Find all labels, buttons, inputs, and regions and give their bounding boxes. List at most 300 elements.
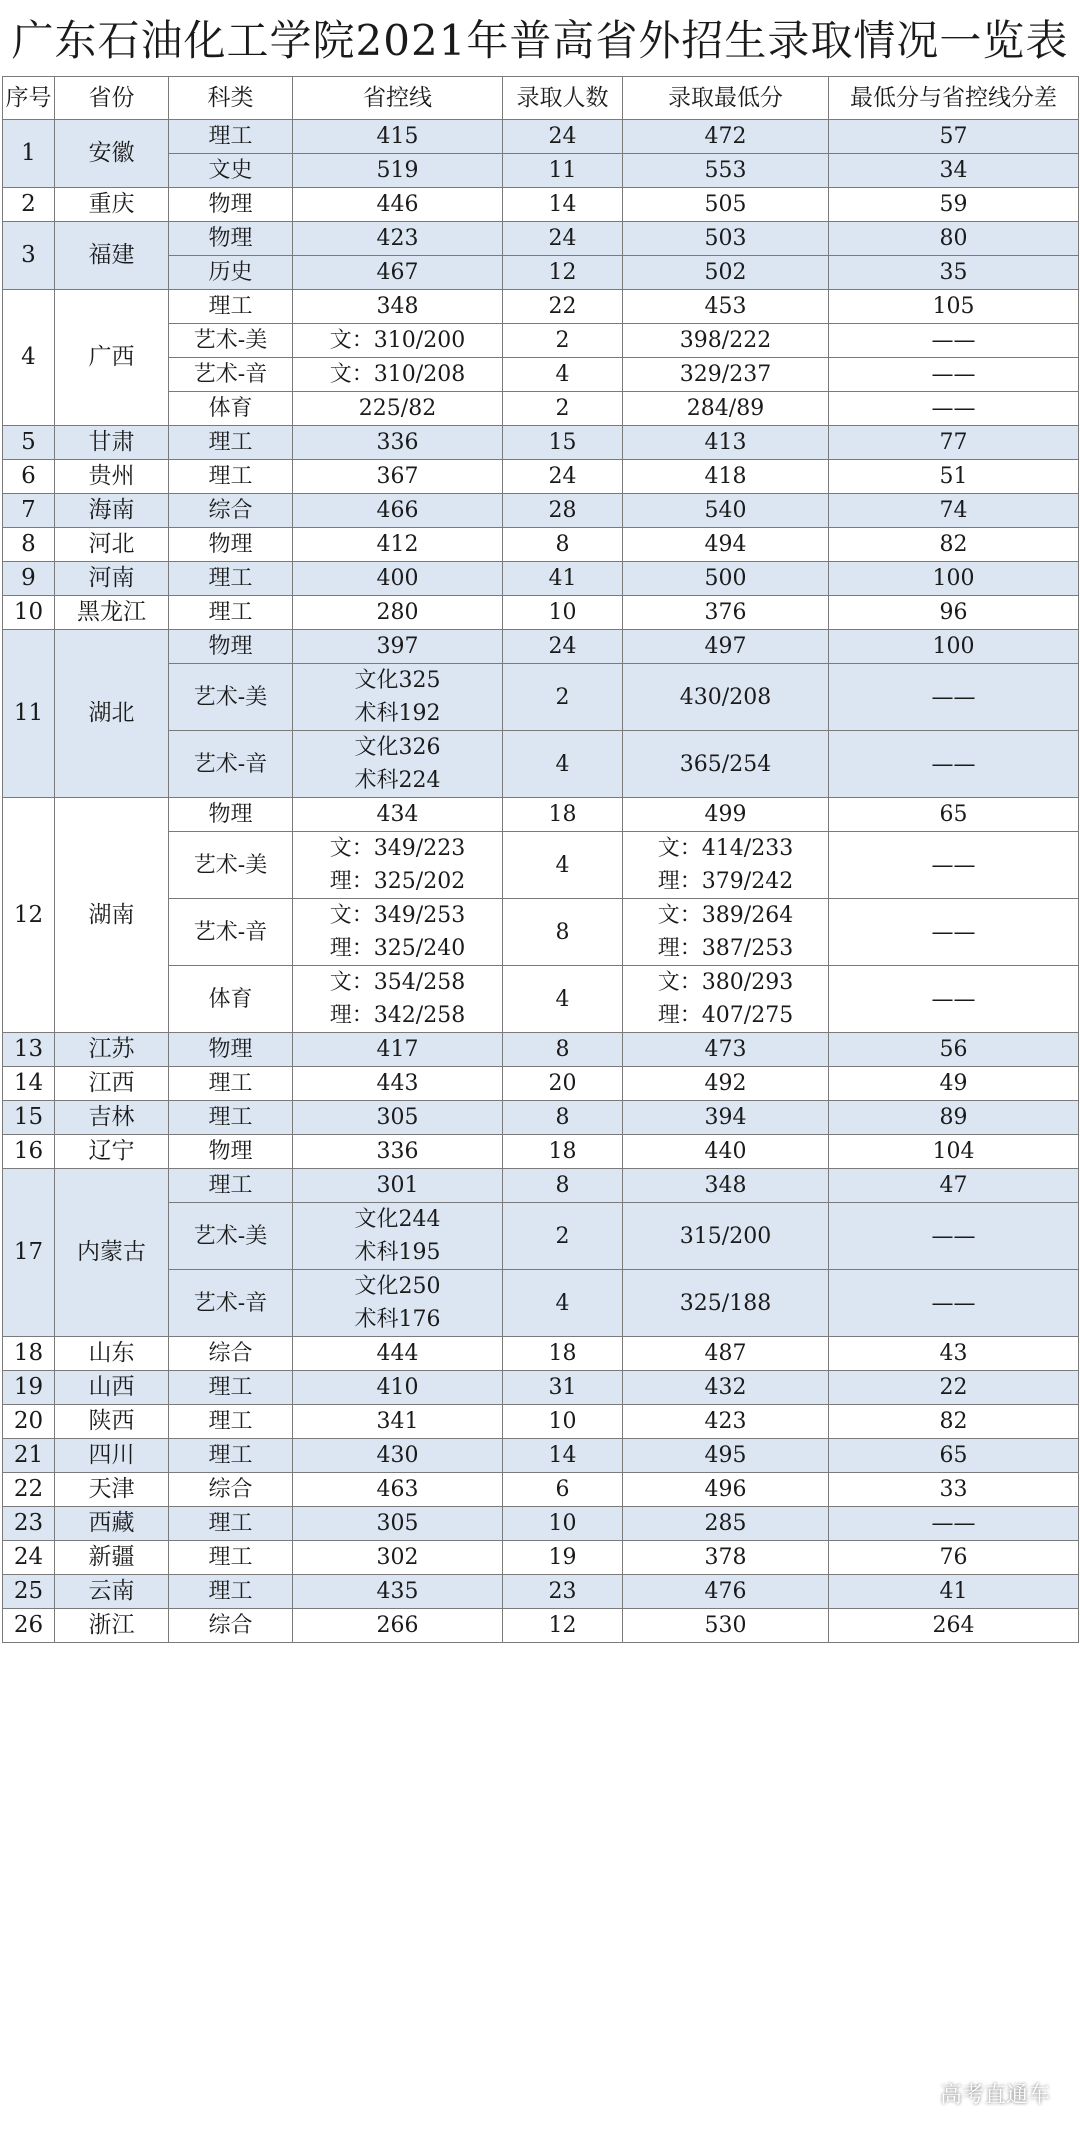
header-index: 序号 (3, 77, 55, 120)
cell-score-gap: 74 (829, 494, 1079, 528)
cell-province: 山西 (55, 1371, 169, 1405)
cell-line-text: 301 (376, 1173, 419, 1198)
cell-index: 23 (3, 1507, 55, 1541)
cell-category: 综合 (169, 1337, 293, 1371)
cell-control-line (293, 1270, 503, 1337)
cell-province: 西藏 (55, 1507, 169, 1541)
cell-index: 5 (3, 426, 55, 460)
cell-min-score (623, 562, 829, 596)
cell-province: 四川 (55, 1439, 169, 1473)
cell-index: 26 (3, 1609, 55, 1643)
cell-category: 艺术-音 (169, 1270, 293, 1337)
cell-control-line (293, 1473, 503, 1507)
cell-control-line (293, 664, 503, 731)
cell-category: 理工 (169, 1507, 293, 1541)
cell-line-text: 284/89 (686, 396, 765, 421)
cell-admitted-count: 2 (503, 664, 623, 731)
cell-province: 山东 (55, 1337, 169, 1371)
cell-control-line (293, 966, 503, 1033)
cell-score-gap: 49 (829, 1067, 1079, 1101)
cell-admitted-count: 4 (503, 832, 623, 899)
cell-score-gap: —— (829, 392, 1079, 426)
cell-index: 6 (3, 460, 55, 494)
table-row (3, 1541, 1079, 1575)
cell-control-line (293, 1033, 503, 1067)
cell-min-score (623, 1169, 829, 1203)
cell-min-score (623, 899, 829, 966)
cell-line-text: 473 (704, 1037, 747, 1062)
cell-min-score (623, 798, 829, 832)
cell-score-gap: 104 (829, 1135, 1079, 1169)
cell-line-text: 文化326 (354, 735, 441, 760)
table-row (3, 460, 1079, 494)
cell-line-text: 280 (376, 600, 419, 625)
cell-line-text: 487 (704, 1341, 747, 1366)
cell-index: 2 (3, 188, 55, 222)
cell-line-text: 术科176 (354, 1307, 441, 1332)
table-row (3, 1371, 1079, 1405)
cell-control-line (293, 1101, 503, 1135)
cell-min-score (623, 222, 829, 256)
cell-admitted-count: 8 (503, 1169, 623, 1203)
cell-control-line (293, 188, 503, 222)
cell-line-text: 文化244 (354, 1207, 441, 1232)
cell-index: 14 (3, 1067, 55, 1101)
cell-line-text: 329/237 (679, 362, 772, 387)
table-row (3, 1507, 1079, 1541)
cell-score-gap: —— (829, 1507, 1079, 1541)
cell-score-gap: 82 (829, 528, 1079, 562)
table-row (3, 596, 1079, 630)
cell-province: 天津 (55, 1473, 169, 1507)
header-category: 科类 (169, 77, 293, 120)
cell-control-line (293, 798, 503, 832)
cell-line-text: 文化250 (354, 1274, 441, 1299)
cell-line-text: 术科195 (354, 1240, 441, 1265)
cell-category: 理工 (169, 1439, 293, 1473)
cell-admitted-count: 10 (503, 1405, 623, 1439)
table-row (3, 798, 1079, 832)
cell-index: 17 (3, 1169, 55, 1337)
cell-min-score (623, 1033, 829, 1067)
cell-line-text: 398/222 (679, 328, 772, 353)
cell-category: 理工 (169, 562, 293, 596)
cell-index: 20 (3, 1405, 55, 1439)
cell-min-score (623, 324, 829, 358)
table-row (3, 188, 1079, 222)
cell-category: 理工 (169, 460, 293, 494)
cell-province: 江苏 (55, 1033, 169, 1067)
cell-line-text: 440 (704, 1139, 747, 1164)
cell-admitted-count: 6 (503, 1473, 623, 1507)
cell-category: 理工 (169, 1101, 293, 1135)
cell-index: 21 (3, 1439, 55, 1473)
table-row (3, 1067, 1079, 1101)
cell-province: 辽宁 (55, 1135, 169, 1169)
cell-line-text: 365/254 (679, 751, 772, 777)
cell-line-text: 453 (704, 294, 747, 319)
cell-admitted-count: 20 (503, 1067, 623, 1101)
cell-category: 艺术-音 (169, 899, 293, 966)
cell-line-text: 496 (704, 1477, 747, 1502)
cell-line-text: 463 (376, 1477, 419, 1502)
cell-admitted-count: 4 (503, 1270, 623, 1337)
cell-admitted-count: 24 (503, 120, 623, 154)
cell-line-text: 492 (704, 1071, 747, 1096)
cell-line-text: 305 (376, 1511, 419, 1536)
cell-min-score (623, 1609, 829, 1643)
table-row (3, 1169, 1079, 1203)
cell-min-score (623, 460, 829, 494)
cell-province: 湖南 (55, 798, 169, 1033)
cell-province: 安徽 (55, 120, 169, 188)
cell-control-line (293, 832, 503, 899)
cell-province: 广西 (55, 290, 169, 426)
cell-admitted-count: 18 (503, 1337, 623, 1371)
cell-category: 物理 (169, 188, 293, 222)
table-row (3, 1609, 1079, 1643)
cell-control-line (293, 392, 503, 426)
cell-line-text: 434 (376, 802, 419, 827)
cell-score-gap: 41 (829, 1575, 1079, 1609)
cell-province: 陕西 (55, 1405, 169, 1439)
cell-line-text: 文：389/264 (657, 903, 794, 928)
cell-control-line (293, 596, 503, 630)
cell-category: 物理 (169, 528, 293, 562)
cell-line-text: 400 (376, 566, 419, 591)
cell-min-score (623, 528, 829, 562)
cell-control-line (293, 1203, 503, 1270)
cell-line-text: 423 (704, 1409, 747, 1434)
cell-score-gap: 100 (829, 562, 1079, 596)
cell-score-gap: —— (829, 664, 1079, 731)
cell-province: 河南 (55, 562, 169, 596)
cell-category: 物理 (169, 798, 293, 832)
cell-line-text: 理：325/202 (329, 869, 466, 894)
cell-score-gap: 264 (829, 1609, 1079, 1643)
cell-score-gap: 76 (829, 1541, 1079, 1575)
cell-control-line (293, 1337, 503, 1371)
cell-min-score (623, 1371, 829, 1405)
cell-category: 物理 (169, 1135, 293, 1169)
cell-control-line (293, 731, 503, 798)
cell-admitted-count: 12 (503, 256, 623, 290)
cell-line-text: 530 (704, 1613, 747, 1638)
table-row (3, 1033, 1079, 1067)
cell-line-text: 444 (376, 1341, 419, 1366)
table-row (3, 1337, 1079, 1371)
cell-index: 15 (3, 1101, 55, 1135)
cell-index: 19 (3, 1371, 55, 1405)
cell-admitted-count: 41 (503, 562, 623, 596)
cell-control-line (293, 1541, 503, 1575)
cell-line-text: 415 (376, 124, 419, 149)
cell-control-line (293, 324, 503, 358)
cell-category: 物理 (169, 630, 293, 664)
cell-control-line (293, 1609, 503, 1643)
cell-province: 江西 (55, 1067, 169, 1101)
header-min-score: 录取最低分 (623, 77, 829, 120)
cell-category: 综合 (169, 1609, 293, 1643)
cell-category: 综合 (169, 494, 293, 528)
cell-line-text: 476 (704, 1579, 747, 1604)
cell-admitted-count: 15 (503, 426, 623, 460)
cell-line-text: 266 (376, 1613, 419, 1638)
cell-control-line (293, 1507, 503, 1541)
cell-province: 湖北 (55, 630, 169, 798)
cell-category: 综合 (169, 1473, 293, 1507)
cell-province: 浙江 (55, 1609, 169, 1643)
header-score-gap: 最低分与省控线分差 (829, 77, 1079, 120)
cell-line-text: 术科224 (354, 768, 441, 793)
cell-admitted-count: 24 (503, 460, 623, 494)
cell-score-gap: —— (829, 966, 1079, 1033)
cell-line-text: 446 (376, 192, 419, 217)
cell-province: 甘肃 (55, 426, 169, 460)
cell-control-line (293, 120, 503, 154)
cell-line-text: 397 (376, 634, 419, 659)
table-row (3, 528, 1079, 562)
cell-admitted-count: 11 (503, 154, 623, 188)
table-row (3, 1405, 1079, 1439)
cell-line-text: 理：342/258 (329, 1003, 466, 1028)
cell-line-text: 519 (376, 158, 419, 183)
cell-line-text: 理：325/240 (329, 936, 466, 961)
table-header-row (3, 77, 1079, 120)
cell-index: 11 (3, 630, 55, 798)
admission-table-container (0, 76, 1080, 1643)
cell-min-score (623, 832, 829, 899)
cell-line-text: 432 (704, 1375, 747, 1400)
cell-min-score (623, 1473, 829, 1507)
cell-category: 理工 (169, 290, 293, 324)
cell-admitted-count: 2 (503, 392, 623, 426)
cell-index: 8 (3, 528, 55, 562)
cell-line-text: 500 (704, 566, 747, 591)
cell-line-text: 术科192 (354, 701, 441, 726)
cell-control-line (293, 290, 503, 324)
cell-line-text: 472 (704, 124, 747, 149)
cell-control-line (293, 154, 503, 188)
cell-category: 体育 (169, 392, 293, 426)
cell-control-line (293, 1439, 503, 1473)
cell-line-text: 348 (376, 294, 419, 319)
cell-control-line (293, 562, 503, 596)
cell-category: 理工 (169, 596, 293, 630)
cell-score-gap: —— (829, 731, 1079, 798)
cell-admitted-count: 22 (503, 290, 623, 324)
cell-line-text: 467 (376, 260, 419, 285)
cell-score-gap: —— (829, 324, 1079, 358)
cell-min-score (623, 1541, 829, 1575)
cell-line-text: 540 (704, 498, 747, 523)
cell-min-score (623, 1439, 829, 1473)
cell-score-gap: 96 (829, 596, 1079, 630)
cell-score-gap: 22 (829, 1371, 1079, 1405)
cell-category: 理工 (169, 120, 293, 154)
cell-control-line (293, 1575, 503, 1609)
cell-admitted-count: 10 (503, 596, 623, 630)
cell-line-text: 225/82 (358, 396, 437, 421)
cell-admitted-count: 4 (503, 966, 623, 1033)
table-row (3, 1575, 1079, 1609)
cell-min-score (623, 290, 829, 324)
cell-line-text: 495 (704, 1443, 747, 1468)
table-row (3, 222, 1079, 256)
cell-category: 文史 (169, 154, 293, 188)
cell-line-text: 341 (376, 1409, 419, 1434)
cell-min-score (623, 1575, 829, 1609)
table-row (3, 494, 1079, 528)
cell-control-line (293, 528, 503, 562)
cell-line-text: 文：354/258 (329, 970, 466, 995)
cell-control-line (293, 630, 503, 664)
cell-category: 理工 (169, 1169, 293, 1203)
cell-line-text: 502 (704, 260, 747, 285)
cell-line-text: 315/200 (679, 1223, 772, 1249)
cell-min-score (623, 664, 829, 731)
table-row (3, 1101, 1079, 1135)
cell-min-score (623, 120, 829, 154)
cell-province: 新疆 (55, 1541, 169, 1575)
cell-line-text: 378 (704, 1545, 747, 1570)
cell-index: 9 (3, 562, 55, 596)
cell-line-text: 499 (704, 802, 747, 827)
header-control-line: 省控线 (293, 77, 503, 120)
cell-score-gap: —— (829, 832, 1079, 899)
cell-line-text: 285 (704, 1511, 747, 1536)
cell-score-gap: 82 (829, 1405, 1079, 1439)
cell-min-score (623, 358, 829, 392)
cell-admitted-count: 8 (503, 899, 623, 966)
cell-line-text: 466 (376, 498, 419, 523)
cell-province: 海南 (55, 494, 169, 528)
cell-admitted-count: 19 (503, 1541, 623, 1575)
cell-score-gap: 57 (829, 120, 1079, 154)
cell-score-gap: 65 (829, 1439, 1079, 1473)
cell-admitted-count: 18 (503, 798, 623, 832)
cell-line-text: 348 (704, 1173, 747, 1198)
cell-score-gap: —— (829, 899, 1079, 966)
cell-admitted-count: 2 (503, 324, 623, 358)
cell-control-line (293, 1405, 503, 1439)
cell-control-line (293, 1135, 503, 1169)
cell-category: 理工 (169, 1405, 293, 1439)
cell-admitted-count: 24 (503, 222, 623, 256)
cell-category: 艺术-美 (169, 832, 293, 899)
cell-province: 内蒙古 (55, 1169, 169, 1337)
cell-category: 艺术-美 (169, 1203, 293, 1270)
table-row (3, 1473, 1079, 1507)
cell-min-score (623, 1405, 829, 1439)
cell-province: 黑龙江 (55, 596, 169, 630)
cell-min-score (623, 1270, 829, 1337)
cell-line-text: 325/188 (679, 1290, 772, 1316)
cell-index: 4 (3, 290, 55, 426)
cell-index: 1 (3, 120, 55, 188)
cell-control-line (293, 899, 503, 966)
header-province: 省份 (55, 77, 169, 120)
cell-score-gap: 100 (829, 630, 1079, 664)
cell-category: 艺术-美 (169, 664, 293, 731)
cell-min-score (623, 154, 829, 188)
cell-admitted-count: 8 (503, 1101, 623, 1135)
cell-category: 理工 (169, 426, 293, 460)
cell-category: 物理 (169, 1033, 293, 1067)
cell-score-gap: 77 (829, 426, 1079, 460)
cell-line-text: 413 (704, 430, 747, 455)
cell-category: 艺术-美 (169, 324, 293, 358)
cell-control-line (293, 222, 503, 256)
cell-category: 物理 (169, 222, 293, 256)
cell-score-gap: 56 (829, 1033, 1079, 1067)
cell-control-line (293, 426, 503, 460)
cell-line-text: 文化325 (354, 668, 441, 693)
cell-line-text: 文：414/233 (657, 836, 794, 861)
cell-line-text: 文：310/200 (329, 328, 466, 353)
cell-score-gap: 35 (829, 256, 1079, 290)
cell-min-score (623, 1337, 829, 1371)
cell-admitted-count: 31 (503, 1371, 623, 1405)
cell-line-text: 理：387/253 (657, 936, 794, 961)
cell-index: 12 (3, 798, 55, 1033)
cell-score-gap: 34 (829, 154, 1079, 188)
cell-admitted-count: 14 (503, 1439, 623, 1473)
cell-min-score (623, 256, 829, 290)
cell-control-line (293, 358, 503, 392)
cell-admitted-count: 4 (503, 358, 623, 392)
cell-min-score (623, 1067, 829, 1101)
cell-min-score (623, 1101, 829, 1135)
cell-category: 理工 (169, 1067, 293, 1101)
cell-admitted-count: 28 (503, 494, 623, 528)
cell-province: 贵州 (55, 460, 169, 494)
cell-min-score (623, 494, 829, 528)
cell-line-text: 理：407/275 (657, 1003, 794, 1028)
cell-category: 艺术-音 (169, 731, 293, 798)
cell-index: 24 (3, 1541, 55, 1575)
cell-line-text: 336 (376, 1139, 419, 1164)
cell-admitted-count: 14 (503, 188, 623, 222)
table-row (3, 426, 1079, 460)
cell-line-text: 435 (376, 1579, 419, 1604)
cell-min-score (623, 426, 829, 460)
cell-index: 16 (3, 1135, 55, 1169)
cell-admitted-count: 4 (503, 731, 623, 798)
cell-index: 7 (3, 494, 55, 528)
cell-line-text: 443 (376, 1071, 419, 1096)
cell-index: 22 (3, 1473, 55, 1507)
cell-min-score (623, 731, 829, 798)
table-row (3, 630, 1079, 664)
cell-index: 13 (3, 1033, 55, 1067)
cell-min-score (623, 188, 829, 222)
cell-control-line (293, 494, 503, 528)
cell-line-text: 430/208 (679, 684, 772, 710)
cell-min-score (623, 630, 829, 664)
cell-province: 云南 (55, 1575, 169, 1609)
cell-line-text: 394 (704, 1105, 747, 1130)
header-admitted-count: 录取人数 (503, 77, 623, 120)
watermark-text: 高考直通车 (939, 2083, 1050, 2108)
cell-line-text: 文：310/208 (329, 362, 466, 387)
cell-admitted-count: 24 (503, 630, 623, 664)
cell-line-text: 376 (704, 600, 747, 625)
cell-control-line (293, 1169, 503, 1203)
cell-admitted-count: 18 (503, 1135, 623, 1169)
cell-admitted-count: 8 (503, 1033, 623, 1067)
cell-line-text: 302 (376, 1545, 419, 1570)
